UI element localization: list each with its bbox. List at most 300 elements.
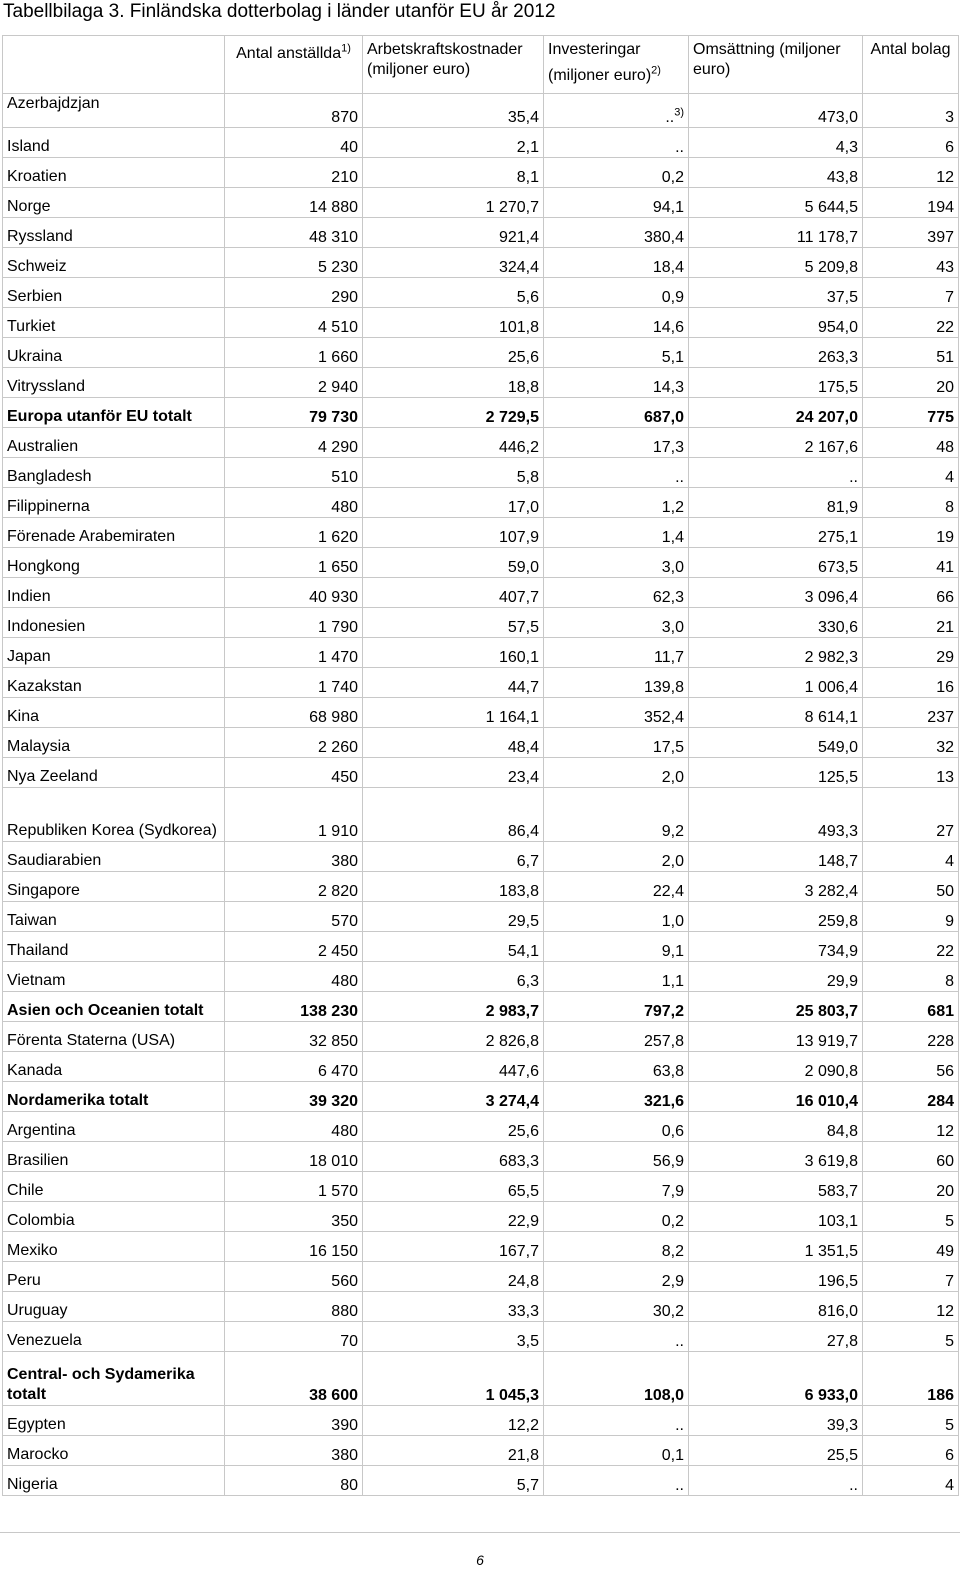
table-row [3, 638, 959, 668]
labour-costs-value: 2 729,5 [363, 398, 544, 428]
country-name: Venezuela [3, 1322, 225, 1352]
table-row [3, 338, 959, 368]
country-name: Argentina [3, 1112, 225, 1142]
country-name: Colombia [3, 1202, 225, 1232]
turnover-value: .. [689, 458, 863, 488]
country-name: Mexiko [3, 1232, 225, 1262]
table-row [3, 962, 959, 992]
employees-value: 1 790 [225, 608, 363, 638]
turnover-value: 549,0 [689, 728, 863, 758]
labour-costs-value: 2,1 [363, 128, 544, 158]
employees-value: 380 [225, 842, 363, 872]
employees-value: 39 320 [225, 1082, 363, 1112]
turnover-value: 196,5 [689, 1262, 863, 1292]
table-row [3, 1142, 959, 1172]
employees-value: 350 [225, 1202, 363, 1232]
employees-value: 1 660 [225, 338, 363, 368]
employees-value: 1 910 [225, 788, 363, 842]
companies-value: 66 [863, 578, 959, 608]
turnover-value: 275,1 [689, 518, 863, 548]
country-name: Nigeria [3, 1466, 225, 1496]
investments-value: .. [544, 128, 689, 158]
employees-value: 510 [225, 458, 363, 488]
labour-costs-value: 23,4 [363, 758, 544, 788]
table-row [3, 128, 959, 158]
employees-value: 480 [225, 962, 363, 992]
companies-value: 186 [863, 1352, 959, 1406]
turnover-value: 27,8 [689, 1322, 863, 1352]
labour-costs-value: 3 274,4 [363, 1082, 544, 1112]
turnover-value: 2 167,6 [689, 428, 863, 458]
country-name: Bangladesh [3, 458, 225, 488]
investments-value: 2,0 [544, 842, 689, 872]
turnover-value: 473,0 [689, 94, 863, 128]
labour-costs-value: 101,8 [363, 308, 544, 338]
table-row [3, 94, 959, 128]
turnover-value: 103,1 [689, 1202, 863, 1232]
turnover-value: 5 209,8 [689, 248, 863, 278]
labour-costs-value: 54,1 [363, 932, 544, 962]
employees-value: 210 [225, 158, 363, 188]
investments-value: 62,3 [544, 578, 689, 608]
employees-value: 880 [225, 1292, 363, 1322]
investments-value: 17,3 [544, 428, 689, 458]
companies-value: 194 [863, 188, 959, 218]
companies-value: 56 [863, 1052, 959, 1082]
investments-value: 0,1 [544, 1436, 689, 1466]
table-row [3, 248, 959, 278]
employees-value: 480 [225, 488, 363, 518]
table-row [3, 578, 959, 608]
country-name: Förenta Staterna (USA) [3, 1022, 225, 1052]
labour-costs-value: 1 164,1 [363, 698, 544, 728]
country-name: Japan [3, 638, 225, 668]
companies-value: 19 [863, 518, 959, 548]
employees-value: 1 570 [225, 1172, 363, 1202]
labour-costs-value: 2 983,7 [363, 992, 544, 1022]
employees-value: 40 930 [225, 578, 363, 608]
investments-value: 3,0 [544, 548, 689, 578]
turnover-value: 84,8 [689, 1112, 863, 1142]
employees-value: 138 230 [225, 992, 363, 1022]
country-name: Nordamerika totalt [3, 1082, 225, 1112]
country-name: Ukraina [3, 338, 225, 368]
employees-value: 14 880 [225, 188, 363, 218]
companies-value: 5 [863, 1202, 959, 1232]
companies-value: 681 [863, 992, 959, 1022]
employees-value: 480 [225, 1112, 363, 1142]
employees-value: 40 [225, 128, 363, 158]
companies-value: 775 [863, 398, 959, 428]
country-name: Kanada [3, 1052, 225, 1082]
investments-value: 3,0 [544, 608, 689, 638]
companies-value: 7 [863, 1262, 959, 1292]
table-row [3, 1202, 959, 1232]
country-name: Saudiarabien [3, 842, 225, 872]
labour-costs-value: 324,4 [363, 248, 544, 278]
country-name: Indonesien [3, 608, 225, 638]
turnover-value: 583,7 [689, 1172, 863, 1202]
table-total-row [3, 1082, 959, 1112]
employees-value: 1 470 [225, 638, 363, 668]
companies-value: 8 [863, 488, 959, 518]
investments-value: 9,2 [544, 788, 689, 842]
companies-value: 4 [863, 1466, 959, 1496]
employees-value: 4 510 [225, 308, 363, 338]
turnover-value: 259,8 [689, 902, 863, 932]
turnover-value: 263,3 [689, 338, 863, 368]
labour-costs-value: 160,1 [363, 638, 544, 668]
investments-value: 30,2 [544, 1292, 689, 1322]
employees-value: 70 [225, 1322, 363, 1352]
table-row [3, 788, 959, 842]
investments-value: 687,0 [544, 398, 689, 428]
table-row [3, 278, 959, 308]
investments-value: .. [544, 1466, 689, 1496]
turnover-value: 16 010,4 [689, 1082, 863, 1112]
table-row [3, 458, 959, 488]
employees-value: 560 [225, 1262, 363, 1292]
turnover-value: 3 619,8 [689, 1142, 863, 1172]
companies-value: 4 [863, 842, 959, 872]
footnote-ref: 3) [674, 106, 684, 119]
employees-value: 79 730 [225, 398, 363, 428]
companies-value: 9 [863, 902, 959, 932]
turnover-value: 493,3 [689, 788, 863, 842]
investments-value: 18,4 [544, 248, 689, 278]
labour-costs-value: 12,2 [363, 1406, 544, 1436]
companies-value: 228 [863, 1022, 959, 1052]
companies-value: 397 [863, 218, 959, 248]
labour-costs-value: 5,7 [363, 1466, 544, 1496]
turnover-value: 2 982,3 [689, 638, 863, 668]
turnover-value: 816,0 [689, 1292, 863, 1322]
header-turnover: Omsättning (miljoner euro) [689, 36, 863, 94]
country-name: Vietnam [3, 962, 225, 992]
labour-costs-value: 25,6 [363, 338, 544, 368]
labour-costs-value: 921,4 [363, 218, 544, 248]
turnover-value: 734,9 [689, 932, 863, 962]
table-row [3, 488, 959, 518]
table-row [3, 608, 959, 638]
country-name: Malaysia [3, 728, 225, 758]
labour-costs-value: 407,7 [363, 578, 544, 608]
table-row [3, 1022, 959, 1052]
employees-value: 16 150 [225, 1232, 363, 1262]
companies-value: 43 [863, 248, 959, 278]
investments-value: 17,5 [544, 728, 689, 758]
table-row [3, 218, 959, 248]
employees-value: 870 [225, 94, 363, 128]
labour-costs-value: 5,8 [363, 458, 544, 488]
companies-value: 22 [863, 308, 959, 338]
turnover-value: 4,3 [689, 128, 863, 158]
companies-value: 5 [863, 1322, 959, 1352]
country-name: Central- och Sydamerika totalt [3, 1352, 225, 1406]
companies-value: 22 [863, 932, 959, 962]
companies-value: 41 [863, 548, 959, 578]
turnover-value: 3 282,4 [689, 872, 863, 902]
table-row [3, 1232, 959, 1262]
turnover-value: .. [689, 1466, 863, 1496]
employees-value: 2 940 [225, 368, 363, 398]
investments-value: .. [544, 1406, 689, 1436]
employees-value: 2 450 [225, 932, 363, 962]
table-row [3, 1436, 959, 1466]
companies-value: 4 [863, 458, 959, 488]
table-row [3, 428, 959, 458]
investments-value: 5,1 [544, 338, 689, 368]
table-row [3, 758, 959, 788]
country-name: Norge [3, 188, 225, 218]
country-name: Hongkong [3, 548, 225, 578]
employees-value: 4 290 [225, 428, 363, 458]
page-title: Tabellbilaga 3. Finländska dotterbolag i länder utanför EU år 2012 [3, 1, 556, 22]
turnover-value: 25 803,7 [689, 992, 863, 1022]
labour-costs-value: 24,8 [363, 1262, 544, 1292]
table-row [3, 842, 959, 872]
turnover-value: 11 178,7 [689, 218, 863, 248]
table-total-row [3, 1352, 959, 1406]
labour-costs-value: 3,5 [363, 1322, 544, 1352]
header-investments: Investeringar (miljoner euro)$^{2)}$ [544, 36, 689, 94]
employees-value: 18 010 [225, 1142, 363, 1172]
labour-costs-value: 5,6 [363, 278, 544, 308]
country-name: Serbien [3, 278, 225, 308]
investments-value: .. [544, 1322, 689, 1352]
companies-value: 50 [863, 872, 959, 902]
country-name: Island [3, 128, 225, 158]
table-row [3, 188, 959, 218]
turnover-value: 81,9 [689, 488, 863, 518]
labour-costs-value: 35,4 [363, 94, 544, 128]
companies-value: 60 [863, 1142, 959, 1172]
labour-costs-value: 107,9 [363, 518, 544, 548]
table-row [3, 1052, 959, 1082]
labour-costs-value: 86,4 [363, 788, 544, 842]
labour-costs-value: 1 045,3 [363, 1352, 544, 1406]
investments-value: 14,6 [544, 308, 689, 338]
labour-costs-value: 167,7 [363, 1232, 544, 1262]
companies-value: 6 [863, 128, 959, 158]
country-name: Uruguay [3, 1292, 225, 1322]
turnover-value: 1 006,4 [689, 668, 863, 698]
labour-costs-value: 59,0 [363, 548, 544, 578]
table-row [3, 158, 959, 188]
table-row [3, 698, 959, 728]
investments-value: 94,1 [544, 188, 689, 218]
labour-costs-value: 6,7 [363, 842, 544, 872]
companies-value: 29 [863, 638, 959, 668]
turnover-value: 37,5 [689, 278, 863, 308]
investments-value: 2,9 [544, 1262, 689, 1292]
country-name: Indien [3, 578, 225, 608]
country-name: Kazakstan [3, 668, 225, 698]
investments-value: 0,6 [544, 1112, 689, 1142]
labour-costs-value: 44,7 [363, 668, 544, 698]
companies-value: 12 [863, 1292, 959, 1322]
page-number: 6 [476, 1552, 484, 1568]
employees-value: 38 600 [225, 1352, 363, 1406]
investments-value: 380,4 [544, 218, 689, 248]
companies-value: 48 [863, 428, 959, 458]
turnover-value: 39,3 [689, 1406, 863, 1436]
investments-value: 1,2 [544, 488, 689, 518]
investments-value: 2,0 [544, 758, 689, 788]
country-name: Schweiz [3, 248, 225, 278]
header-employees: Antal anställda$^{1)}$ [225, 36, 363, 94]
data-table [2, 35, 959, 1496]
country-name: Azerbajdzjan [3, 94, 225, 128]
turnover-value: 2 090,8 [689, 1052, 863, 1082]
labour-costs-value: 683,3 [363, 1142, 544, 1172]
investments-value: 1,4 [544, 518, 689, 548]
companies-value: 32 [863, 728, 959, 758]
investments-value: 11,7 [544, 638, 689, 668]
table-row [3, 368, 959, 398]
investments-value: 1,0 [544, 902, 689, 932]
employees-value: 6 470 [225, 1052, 363, 1082]
country-name: Filippinerna [3, 488, 225, 518]
investments-value: 63,8 [544, 1052, 689, 1082]
investments-value: 0,2 [544, 158, 689, 188]
labour-costs-value: 2 826,8 [363, 1022, 544, 1052]
employees-value: 450 [225, 758, 363, 788]
country-name: Republiken Korea (Sydkorea) [3, 788, 225, 842]
table-row [3, 308, 959, 338]
companies-value: 5 [863, 1406, 959, 1436]
investments-value: 0,9 [544, 278, 689, 308]
country-name: Peru [3, 1262, 225, 1292]
labour-costs-value: 65,5 [363, 1172, 544, 1202]
table-row [3, 1172, 959, 1202]
turnover-value: 148,7 [689, 842, 863, 872]
table-body [3, 94, 959, 1496]
header-labour-costs: Arbetskraftskostnader (miljoner euro) [363, 36, 544, 94]
table-row [3, 1322, 959, 1352]
table-row [3, 872, 959, 902]
investments-value: 0,2 [544, 1202, 689, 1232]
table-row [3, 1292, 959, 1322]
country-name: Marocko [3, 1436, 225, 1466]
country-name: Australien [3, 428, 225, 458]
labour-costs-value: 29,5 [363, 902, 544, 932]
country-name: Asien och Oceanien totalt [3, 992, 225, 1022]
turnover-value: 673,5 [689, 548, 863, 578]
labour-costs-value: 446,2 [363, 428, 544, 458]
table-row [3, 1112, 959, 1142]
labour-costs-value: 22,9 [363, 1202, 544, 1232]
investments-value: 14,3 [544, 368, 689, 398]
employees-value: 68 980 [225, 698, 363, 728]
labour-costs-value: 48,4 [363, 728, 544, 758]
employees-value: 1 740 [225, 668, 363, 698]
employees-value: 2 260 [225, 728, 363, 758]
companies-value: 237 [863, 698, 959, 728]
companies-value: 6 [863, 1436, 959, 1466]
companies-value: 7 [863, 278, 959, 308]
country-name: Kroatien [3, 158, 225, 188]
header-companies: Antal bolag [863, 36, 959, 94]
country-name: Turkiet [3, 308, 225, 338]
table-row [3, 1262, 959, 1292]
investments-value: 1,1 [544, 962, 689, 992]
investments-value: 321,6 [544, 1082, 689, 1112]
country-name: Nya Zeeland [3, 758, 225, 788]
table-row [3, 668, 959, 698]
country-name: Egypten [3, 1406, 225, 1436]
investments-value: 139,8 [544, 668, 689, 698]
turnover-value: 24 207,0 [689, 398, 863, 428]
turnover-value: 8 614,1 [689, 698, 863, 728]
employees-value: 2 820 [225, 872, 363, 902]
country-name: Singapore [3, 872, 225, 902]
turnover-value: 29,9 [689, 962, 863, 992]
table-row [3, 548, 959, 578]
labour-costs-value: 1 270,7 [363, 188, 544, 218]
country-name: Ryssland [3, 218, 225, 248]
turnover-value: 125,5 [689, 758, 863, 788]
investments-value: 9,1 [544, 932, 689, 962]
companies-value: 49 [863, 1232, 959, 1262]
investments-value: 352,4 [544, 698, 689, 728]
turnover-value: 1 351,5 [689, 1232, 863, 1262]
table-total-row [3, 398, 959, 428]
header-row [3, 36, 959, 94]
investments-value: 22,4 [544, 872, 689, 902]
employees-value: 1 650 [225, 548, 363, 578]
labour-costs-value: 17,0 [363, 488, 544, 518]
companies-value: 284 [863, 1082, 959, 1112]
investments-value: 257,8 [544, 1022, 689, 1052]
table-row [3, 1406, 959, 1436]
companies-value: 12 [863, 1112, 959, 1142]
investments-value: 8,2 [544, 1232, 689, 1262]
companies-value: 20 [863, 368, 959, 398]
table-row [3, 932, 959, 962]
employees-value: 570 [225, 902, 363, 932]
employees-value: 1 620 [225, 518, 363, 548]
country-name: Taiwan [3, 902, 225, 932]
table-row [3, 1466, 959, 1496]
employees-value: 290 [225, 278, 363, 308]
country-name: Kina [3, 698, 225, 728]
employees-value: 80 [225, 1466, 363, 1496]
table-row [3, 728, 959, 758]
labour-costs-value: 447,6 [363, 1052, 544, 1082]
turnover-value: 13 919,7 [689, 1022, 863, 1052]
companies-value: 13 [863, 758, 959, 788]
table-total-row [3, 992, 959, 1022]
turnover-value: 6 933,0 [689, 1352, 863, 1406]
turnover-value: 175,5 [689, 368, 863, 398]
turnover-value: 5 644,5 [689, 188, 863, 218]
companies-value: 21 [863, 608, 959, 638]
country-name: Europa utanför EU totalt [3, 398, 225, 428]
labour-costs-value: 8,1 [363, 158, 544, 188]
employees-value: 48 310 [225, 218, 363, 248]
investments-value: 108,0 [544, 1352, 689, 1406]
investments-value: 56,9 [544, 1142, 689, 1172]
labour-costs-value: 6,3 [363, 962, 544, 992]
table-row [3, 518, 959, 548]
companies-value: 27 [863, 788, 959, 842]
turnover-value: 954,0 [689, 308, 863, 338]
labour-costs-value: 183,8 [363, 872, 544, 902]
employees-value: 380 [225, 1436, 363, 1466]
investments-value: .. [544, 458, 689, 488]
country-name: Vitryssland [3, 368, 225, 398]
